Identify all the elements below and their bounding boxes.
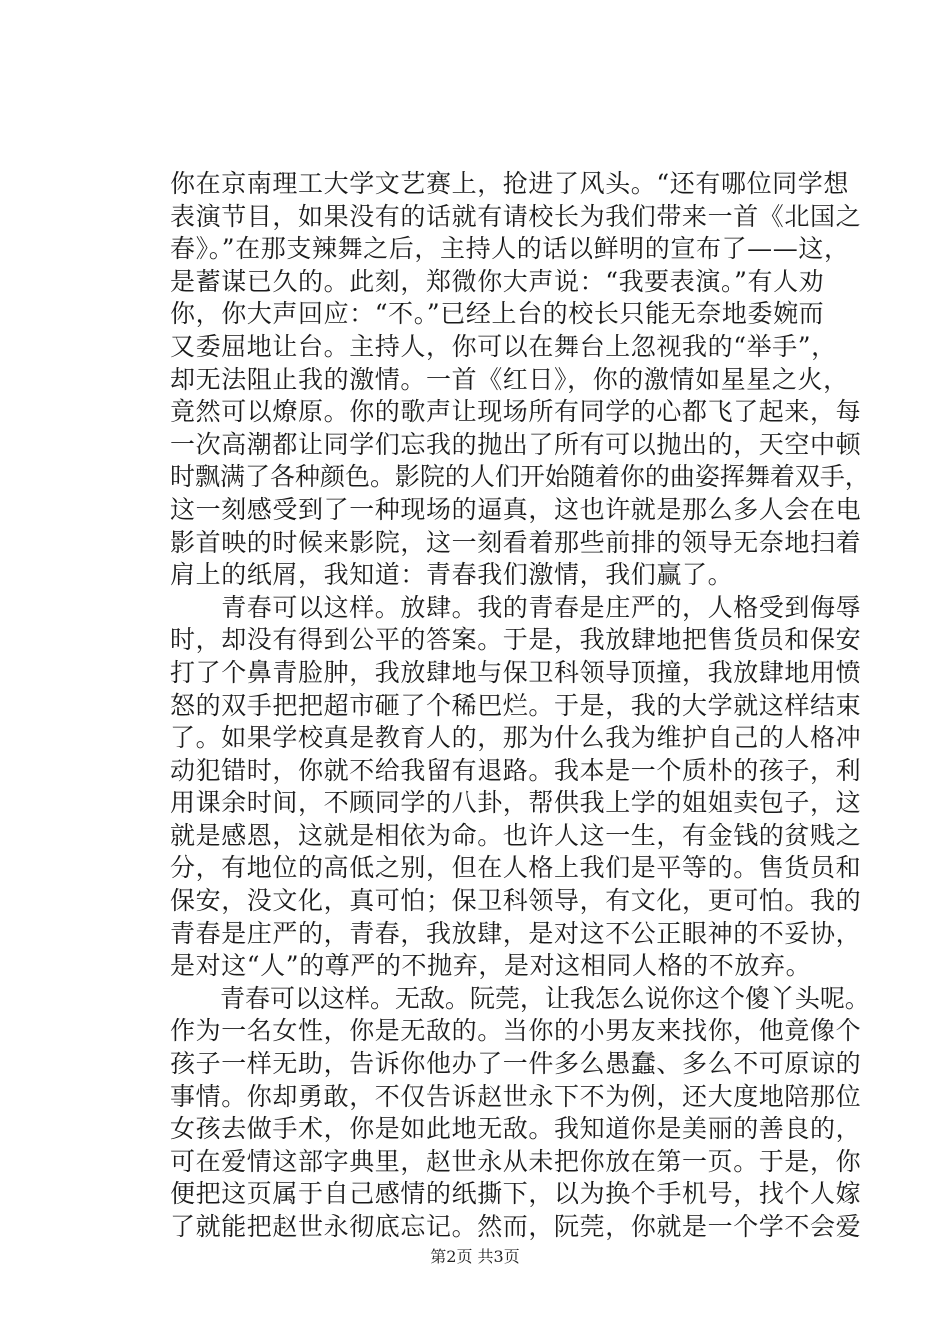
text-line: 可在爱情这部字典里，赵世永从未把你放在第一页。于是，你 [170, 1146, 862, 1176]
text-line: 春》。”在那支辣舞之后，主持人的话以鲜明的宣布了——这， [170, 234, 850, 264]
text-line: 你在京南理工大学文艺赛上，抢进了风头。“还有哪位同学想 [170, 169, 849, 198]
text-line: 竟然可以燎原。你的歌声让现场所有同学的心都飞了起来，每 [170, 397, 862, 427]
text-line: 便把这页属于自己感情的纸撕下，以为换个手机号，找个人嫁 [170, 1179, 862, 1209]
text-line: 事情。你却勇敢，不仅告诉赵世永下不为例，还大度地陪那位 [170, 1081, 862, 1111]
text-line: 女孩去做手术，你是如此地无敌。我知道你是美丽的善良的， [170, 1114, 862, 1144]
text-line: 表演节目，如果没有的话就有请校长为我们带来一首《北国之 [170, 201, 862, 231]
text-line: 却无法阻止我的激情。一首《红日》，你的激情如星星之火， [170, 364, 849, 394]
text-line: 青春可以这样。无敌。阮莞，让我怎么说你这个傻丫头呢。 [170, 983, 870, 1013]
text-line: 影首映的时候来影院，这一刻看着那些前排的领导无奈地扫着 [170, 527, 862, 557]
text-line: 青春可以这样。放肆。我的青春是庄严的，人格受到侮辱 [170, 592, 862, 622]
text-line: 怒的双手把把超市砸了个稀巴烂。于是，我的大学就这样结束 [170, 690, 862, 720]
text-line: 这一刻感受到了一种现场的逼真，这也许就是那么多人会在电 [170, 494, 862, 524]
text-line: 一次高潮都让同学们忘我的抛出了所有可以抛出的，天空中顿 [170, 429, 862, 459]
text-line: 作为一名女性，你是无敌的。当你的小男友来找你，他竟像个 [170, 1016, 862, 1046]
text-line: 又委屈地让台。主持人，你可以在舞台上忽视我的“举手”， [170, 331, 837, 361]
text-line: 打了个鼻青脸肿，我放肆地与保卫科领导顶撞，我放肆地用愤 [170, 657, 862, 687]
text-line: 用课余时间，不顾同学的八卦，帮供我上学的姐姐卖包子，这 [170, 788, 862, 818]
text-line: 是蓄谋已久的。此刻，郑微你大声说：“我要表演。”有人劝 [170, 266, 825, 296]
body-text [170, 168, 870, 1244]
text-line: 时飘满了各种颜色。影院的人们开始随着你的曲姿挥舞着双手， [170, 462, 870, 492]
text-line: 了。如果学校真是教育人的，那为什么我为维护自己的人格冲 [170, 723, 862, 753]
text-line: 时，却没有得到公平的答案。于是，我放肆地把售货员和保安 [170, 625, 862, 655]
text-line: 了就能把赵世永彻底忘记。然而，阮莞，你就是一个学不会爱 [170, 1212, 862, 1241]
text-line: 青春是庄严的，青春，我放肆，是对这不公正眼神的不妥协， [170, 918, 862, 948]
text-line: 动犯错时，你就不给我留有退路。我本是一个质朴的孩子，利 [170, 755, 862, 785]
text-line: 肩上的纸屑，我知道：青春我们激情，我们赢了。 [170, 560, 734, 590]
text-line: 孩子一样无助，告诉你他办了一件多么愚蠢、多么不可原谅的 [170, 1049, 862, 1079]
text-line: 就是感恩，这就是相依为命。也许人这一生，有金钱的贫贱之 [170, 820, 862, 850]
text-line: 分，有地位的高低之别，但在人格上我们是平等的。售货员和 [170, 853, 862, 883]
text-line: 你，你大声回应：“不。”已经上台的校长只能无奈地委婉而 [170, 299, 825, 329]
page-footer: 第2页 共3页 [430, 1247, 520, 1266]
text-line: 保安，没文化，真可怕；保卫科领导，有文化，更可怕。我的 [170, 886, 862, 916]
text-line: 是对这“人”的尊严的不抛弃，是对这相同人格的不放弃。 [170, 951, 812, 981]
